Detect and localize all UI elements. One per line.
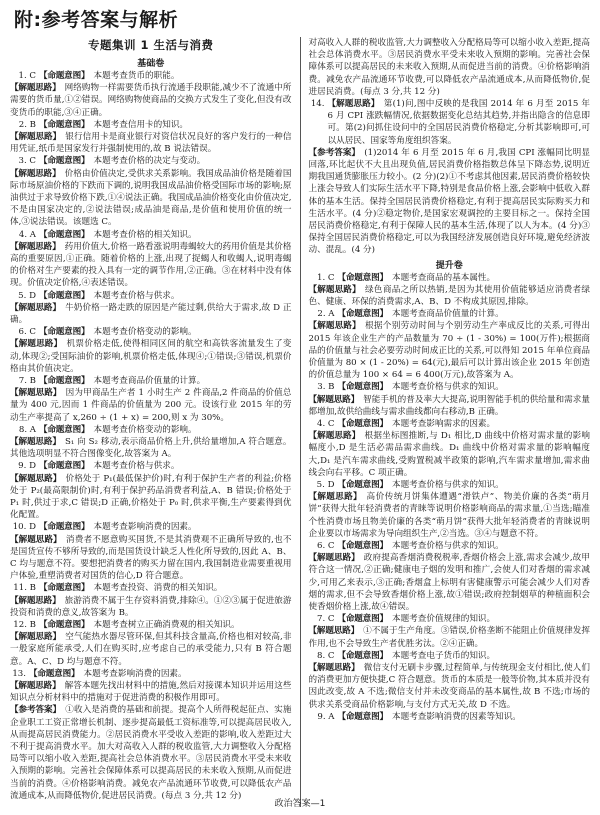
approach-text: 微信支付无刷卡步骤,过程简单,与传统现金支付相比,使人们的消费更加方便快捷,C 符合题意。货币的本质是一般等价物,其本质并没有因此改变,故 A 不选;微信支付并未改变商品的基本属性,故 B 不选;市场的供求关系受商品价格影响,与支付方式无关,故 D 不选。 [308, 663, 590, 710]
question-number: 1. C [18, 70, 36, 81]
approach-block [10, 631, 292, 668]
intent-block [338, 540, 591, 552]
answer-entry [309, 540, 591, 552]
approach-block [309, 552, 591, 613]
answer-entry [10, 668, 292, 680]
intent-text: 本题考查商品价值量的计算。 [391, 309, 504, 320]
intent-tag: 【命题意图】 [337, 650, 384, 661]
approach-tag: 【解题思路】 [10, 388, 58, 399]
question-number: 5. D [316, 480, 335, 490]
approach-tag: 【解题思路】 [10, 473, 57, 484]
approach-text: 价格由价值决定,受供求关系影响。我国成品油价格是随着国际市场原油价格的下跌而下调的,说明我国成品油价格受国际市场的影响;原油供过于求导致价格下跌,①④说法正确。我国成品油价格变化由价值决定,不是由国家决定的,②说法错误;成品油是商品,是价值和使用价值的统一体,③说法错误。该题选 C。 [10, 168, 292, 228]
intent-block [338, 479, 591, 491]
intent-tag: 【命题意图】 [39, 119, 86, 130]
approach-text: 政府提高香烟消费税税率,香烟价格会上涨,需求会减少,故甲符合这一情况,②正确;健康电子烟的发明和推广,会使人们对香烟的需求减少,可用乙来表示,③正确;香烟盒上标明有害健康警示可能会减少人们对香烟的需求,但不会导致香烟价格上涨,故①错误;政府控制烟草的种植面积会使香烟价格上涨,故④错误。 [308, 553, 590, 613]
approach-block [10, 241, 292, 290]
intent-block [39, 229, 292, 241]
answer-body [338, 613, 591, 625]
answer-body [338, 418, 591, 430]
approach-tag: 【解题思路】 [308, 284, 357, 295]
intent-block [338, 381, 591, 393]
question-number: 9. A [317, 711, 335, 722]
approach-text: 银行信用卡是商业银行对资信状况良好的客户发行的一种信用凭证,纸币是国家发行并强制使用的,故 B 说法错误。 [10, 131, 292, 155]
intent-block [338, 308, 591, 320]
approach-tag: 【解题思路】 [327, 98, 376, 109]
approach-block [309, 662, 591, 711]
question-number: 11. B [13, 583, 36, 594]
approach-tag: 【解题思路】 [10, 436, 57, 447]
reference-text: (1)2014 年 6 月至 2015 年 6 月,我国 CPI 涨幅同比明显回落,环比起伏不大且出现负值,居民消费价格指数总体呈下降态势,说明近期我国通货膨胀压力较小。(2 分)(2)①不考虑其他因素,居民消费价格较快上涨会导致人们实际生活水平下降,特别是食品价格上涨,会影响中低收入群体的基本生活。保持全国居民消费价格稳定,有利于提高居民实际购买力和生活水平。(4 分)②稳定物价,是国家宏观调控的主要目标之一。保持全国居民消费价格稳定,有利于保障人民的基本生活,体现了以人为本。(4 分)③保持全国居民消费价格稳定,可以为我国经济发展创造良好环境,避免经济波动、混乱。(4 分) [308, 147, 590, 256]
intent-text: 本题考查价格与供求的知识。 [391, 382, 504, 393]
answer-entry [309, 613, 591, 625]
question-number: 10. D [12, 522, 36, 533]
approach-block [309, 491, 591, 540]
intent-tag: 【命题意图】 [337, 614, 384, 625]
answer-body [39, 119, 292, 131]
approach-text: 因为甲商品生产者 1 小时生产 2 件商品,2 件商品的价值总量为 400 元,因而 1 件商品的价值量为 200 元。设该行业 2015 年的劳动生产率提高了 x,260 ÷ (1 + x) = 200,则 x 为 30%。 [10, 388, 292, 423]
intent-text: 本题考查价格的相关知识。 [93, 229, 197, 240]
approach-block [10, 168, 292, 229]
answer-body [338, 540, 591, 552]
answer-entry [10, 582, 292, 594]
intent-text: 本题考查价格变动的影响。 [93, 424, 197, 435]
page-masthead: 附:参考答案与解析 [14, 9, 179, 31]
question-number: 4. C [316, 418, 335, 429]
intent-block [39, 119, 292, 131]
right-column [309, 37, 591, 807]
answer-entry [10, 70, 292, 82]
question-number: 1. C [316, 272, 335, 283]
approach-text: ①不属于生产角度。③错误,价格垄断不能阻止价值规律发挥作用,也不会导致生产者优胜劣汰。②④正确。 [308, 626, 590, 649]
question-number: 2. B [18, 119, 36, 130]
approach-text: 网络购物一样需要货币执行流通手段职能,减少不了流通中所需要的货币量,①②错误。网络购物使商品的交换方式发生了变化,但没有改变货币的职能,③④正确。 [10, 83, 292, 118]
answer-body [29, 668, 292, 680]
left-column [10, 37, 292, 807]
intent-block [338, 711, 591, 723]
intent-block [338, 418, 591, 430]
answer-body [338, 479, 591, 491]
approach-tag: 【解题思路】 [10, 302, 57, 313]
answer-entry [309, 381, 591, 393]
approach-text: 空气能热水器尽管环保,但其科技含量高,价格也相对较高,非一般家庭所能承受,人们在购买时,应考虑自己的承受能力,只有 B 符合题意。A、C、D 均与题意不符。 [10, 632, 292, 667]
approach-tag: 【解题思路】 [308, 431, 356, 442]
approach-block [309, 320, 591, 381]
intent-block [39, 619, 292, 631]
intent-tag: 【命题意图】 [39, 620, 86, 631]
approach-block [10, 680, 292, 704]
question-number: 9. D [18, 461, 36, 472]
approach-tag: 【解题思路】 [10, 131, 57, 142]
intent-tag: 【命题意图】 [337, 418, 384, 429]
approach-text: 机票价格走低,使得相同区间的航空和高铁客流量发生了变动,体现②;受国际油价的影响,机票价格走低,体现④;①错误;③错误,机票价格由其价值决定。 [10, 339, 292, 374]
intent-block [39, 424, 292, 436]
approach-block [309, 430, 591, 479]
approach-tag: 【解题思路】 [10, 632, 57, 643]
approach-block [309, 284, 591, 308]
intent-tag: 【命题意图】 [39, 327, 86, 338]
question-number: 4. A [18, 229, 36, 240]
intent-text: 本题考查信用卡的知识。 [93, 119, 189, 130]
answer-body [39, 460, 292, 472]
intent-tag: 【命题意图】 [337, 541, 384, 552]
approach-text: 绿色商品之所以热销,是因为其使用价值能够适应消费者绿色、健康、环保的消费需求,A、B、D 不构成其原因,排除。 [308, 284, 590, 307]
answer-entry [10, 521, 292, 533]
answer-body [338, 272, 591, 284]
intent-text: 本题考查价格与供求的知识。 [391, 541, 504, 552]
answer-entry [10, 460, 292, 472]
approach-block [10, 338, 292, 375]
approach-block [10, 302, 292, 326]
intent-tag: 【命题意图】 [39, 70, 86, 81]
approach-block [10, 387, 292, 424]
question-number: 14. [310, 98, 325, 109]
intent-text: 本题考查影响消费的因素。 [93, 522, 197, 533]
intent-tag: 【命题意图】 [39, 424, 86, 435]
reference-tag: 【参考答案】 [10, 705, 57, 716]
intent-text: 本题考查影响消费的因素。 [83, 668, 187, 679]
approach-tag: 【解题思路】 [308, 626, 355, 637]
intent-block [39, 582, 292, 594]
answer-entry [10, 424, 292, 436]
answer-entry [309, 98, 591, 147]
approach-tag: 【解题思路】 [308, 492, 358, 503]
answer-entry [10, 229, 292, 241]
answer-body [338, 711, 591, 723]
intent-tag: 【命题意图】 [39, 461, 86, 472]
intent-block [39, 290, 292, 302]
answer-body [338, 381, 591, 393]
approach-text: 根据个别劳动时间与个别劳动生产率成反比的关系,可得出 2015 年该企业生产的产品数量为 70 ÷ (1 - 30%) = 100(万件);根据商品的价值量与社会必要劳动时间成正比的关系,可以得知 2015 年单位商品价值量为 80 × (1 - 20%) = 64(元),最后可以计算出该企业 2015 年创造的价值总量为 100 × 64 = 6 400(万元),故答案为 A。 [308, 321, 590, 381]
answer-entry [10, 326, 292, 338]
advanced-paper-label: 提升卷 [435, 260, 463, 271]
answer-entry [10, 119, 292, 131]
intent-block [39, 375, 292, 387]
answer-entry [309, 418, 591, 430]
intent-tag: 【命题意图】 [39, 583, 86, 594]
answer-body [39, 521, 292, 533]
answer-body [39, 290, 292, 302]
approach-block [10, 473, 292, 522]
topic-title: 专题集训 1 生活与消费 [87, 37, 214, 52]
reference-block [10, 704, 292, 802]
question-number: 7. C [316, 614, 335, 625]
approach-block [328, 98, 591, 147]
basic-paper-label: 基础卷 [137, 58, 165, 69]
intent-text: 本题考查价格与供求。 [93, 461, 180, 472]
reference-continuation [309, 37, 591, 98]
intent-text: 本题考查商品的基本属性。 [391, 272, 496, 283]
intent-tag: 【命题意图】 [337, 382, 384, 393]
intent-text: 本题考查树立正确消费观的相关知识。 [93, 620, 240, 631]
intent-text: 本题考查电子货币的知识。 [391, 650, 496, 661]
intent-tag: 【命题意图】 [39, 522, 86, 533]
answer-entry [309, 308, 591, 320]
approach-block [10, 131, 292, 155]
intent-tag: 【命题意图】 [39, 156, 86, 167]
intent-text: 本题考查价格的决定与变动。 [93, 156, 206, 167]
intent-block [39, 460, 292, 472]
intent-text: 本题考查投资、消费的相关知识。 [93, 583, 223, 594]
question-number: 5. D [18, 290, 36, 301]
approach-tag: 【解题思路】 [10, 595, 57, 606]
approach-tag: 【解题思路】 [308, 663, 356, 674]
question-number: 7. B [18, 375, 36, 386]
answer-body [39, 582, 292, 594]
answer-entry [10, 375, 292, 387]
question-number: 8. A [18, 424, 36, 435]
approach-text: 药用价值大,价格一路看涨说明毒蝎较大的药用价值是其价格高的重要原因,①正确。随着价格的上涨,出现了捉蝎人和收蝎人,说明毒蝎的价格对生产要素的投入具有一定的调节作用,②正确。③在材料中没有体现。价值决定价格,④表述错误。 [10, 241, 292, 289]
approach-text: 解答本题先找出材料中的措施,然后对接课本知识并运用这些知识点分析材料中的措施对于促进消费的积极作用即可。 [10, 681, 292, 704]
answer-entry [309, 479, 591, 491]
answer-entry [309, 272, 591, 284]
intent-tag: 【命题意图】 [337, 272, 384, 283]
answer-body [39, 619, 292, 631]
approach-text: 牛奶价格一路走跌的原因是产能过剩,供给大于需求,故 D 正确。 [10, 302, 292, 325]
answer-body [328, 98, 591, 147]
approach-tag: 【解题思路】 [10, 681, 57, 692]
column-divider [300, 37, 301, 807]
approach-tag: 【解题思路】 [10, 534, 58, 545]
intent-block [39, 521, 292, 533]
question-number: 3. C [18, 156, 36, 167]
answer-entry [309, 650, 591, 662]
approach-block [10, 82, 292, 119]
approach-text: S₁ 向 S₂ 移动,表示商品价格上升,供给量增加,A 符合题意。其他选项明显不符合图像变化,故答案为 A。 [10, 436, 292, 460]
intent-text: 本题考查价格与供求。 [93, 290, 180, 301]
intent-tag: 【命题意图】 [337, 309, 384, 320]
answer-body [39, 229, 292, 241]
answer-entry [10, 290, 292, 302]
approach-tag: 【解题思路】 [308, 321, 357, 332]
approach-tag: 【解题思路】 [10, 83, 57, 94]
approach-block [10, 534, 292, 583]
approach-text: 第(1)问,图中反映的是我国 2014 年 6 月至 2015 年 6 月 CPI 涨跌幅情况,依据数据变化总结其趋势,并指出隐含的信息即可。第(2)问抓住设问中的全国居民消费价格稳定,分析其影响即可,可以从居民、国家等角度组织答案。 [327, 98, 590, 146]
approach-text: 根据坐标图推断,与 D₁ 相比,D 曲线中价格对需求量的影响幅度小,D 是生活必需品需求曲线。D₁ 曲线中价格对需求量的影响幅度大,D₁ 是汽车需求曲线,受购置税减半政策的影响,汽车需求量增加,需求曲线会向右平移。C 项正确。 [308, 431, 590, 478]
intent-block [338, 613, 591, 625]
approach-block [10, 595, 292, 619]
intent-tag: 【命题意图】 [337, 480, 384, 490]
answer-body [39, 375, 292, 387]
approach-block [309, 625, 591, 649]
answer-entry [10, 619, 292, 631]
intent-tag: 【命题意图】 [39, 229, 86, 240]
intent-text: 本题考查价格变动的影响。 [93, 327, 197, 338]
reference-block [309, 147, 591, 257]
intent-block [39, 70, 292, 82]
intent-block [338, 272, 591, 284]
reference-continuation-text: 对高收入人群的税收监管,大力调整收入分配格局等可以缩小收入差距,提高社会总体消费水平。③居民消费水平受未来收入预期的影响。完善社会保障体系可以提高居民的未来收入预期,从而促进当前的消费。④价格影响消费。减免农产品流通环节收费,可以降低农产品流通成本,从而降低物价,促进居民消费。(每点 3 分,共 12 分) [308, 37, 590, 97]
question-number: 12. B [13, 620, 36, 631]
approach-text: 旅游消费不属于生存资料消费,排除④。①②③属于促进旅游投资和消费的意义,故答案为 B。 [10, 595, 292, 618]
intent-text: 本题考查影响消费的因素等知识。 [391, 711, 521, 722]
intent-block [338, 650, 591, 662]
question-number: 6. C [18, 327, 36, 338]
question-number: 8. C [316, 650, 335, 661]
approach-tag: 【解题思路】 [10, 339, 58, 350]
approach-tag: 【解题思路】 [308, 394, 355, 405]
question-number: 2. A [317, 309, 335, 320]
intent-text: 本题考查影响需求的因素。 [391, 418, 496, 429]
question-number: 6. C [316, 541, 335, 552]
approach-block [10, 436, 292, 460]
answer-body [338, 308, 591, 320]
intent-tag: 【命题意图】 [337, 711, 384, 722]
approach-text: 高价传统月饼集体遭遇“滑铁卢”、物美价廉的各类“萌月饼”获得大批年轻消费者的青睐等说明价格影响商品的需求量,①当选;瞄准个性消费市场且物美价廉的各类“萌月饼”获得大批年轻消费者的青睐说明企业要以市场需求为导向组织生产,②当选。③④与题意不符。 [308, 492, 590, 539]
intent-block [29, 668, 292, 680]
approach-tag: 【解题思路】 [308, 553, 356, 564]
answer-body [39, 424, 292, 436]
answer-body [39, 70, 292, 82]
intent-tag: 【命题意图】 [39, 290, 86, 301]
approach-tag: 【解题思路】 [10, 168, 57, 179]
approach-tag: 【解题思路】 [10, 241, 57, 252]
answer-entry [309, 711, 591, 723]
question-number: 3. B [317, 382, 335, 393]
page-footer: 政治答案—1 [274, 799, 326, 809]
two-column-layout [10, 37, 590, 807]
intent-block [39, 155, 292, 167]
reference-tag: 【参考答案】 [308, 147, 356, 158]
answer-body [39, 326, 292, 338]
approach-text: 消费者不愿意购买国货,不是其消费观不正确所导致的,也不是国货宣传不够所导致的,而是国货设计缺乏人性化所导致的,因此 A、B、C 均与题意不符。要想把消费者的购买力留在国内,我国制造业需要重视用户体验,重塑消费者对国货的信心,D 符合题意。 [10, 534, 292, 582]
question-number: 13. [12, 668, 26, 679]
reference-text: ①收入是消费的基础和前提。提高个人所得税起征点、实施企业职工工资正常增长机制、逐步提高最低工资标准等,可以提高居民收入,从而提高居民消费能力。②居民消费水平受收入差距的影响,收入差距过大不利于提高消费水平。加大对高收入人群的税收监管,大力调整收入分配格局等可以缩小收入差距,提高社会总体消费水平。③居民消费水平受未来收入预期的影响。完善社会保障体系可以提高居民的未来收入预期,从而促进当前的消费。④价格影响消费。减免农产品流通环节收费,可以降低农产品流通成本,从而降低物价,促进居民消费。(每点 3 分,共 12 分) [10, 705, 292, 801]
intent-text: 本题考查价值规律的知识。 [391, 614, 496, 625]
intent-block [39, 326, 292, 338]
answer-body [39, 155, 292, 167]
approach-text: 智能手机的普及率大大提高,说明智能手机的供给量和需求量都增加,故供给曲线与需求曲线都向右移动,B 正确。 [308, 394, 590, 417]
approach-text: 价格处于 P₁(最低保护价)时,有利于保护生产者的利益;价格处于 P₂(最高限制价)时,有利于保护药品消费者利益,A、B 错误;价格处于 P₁ 时,供过于求,C 错误;D 正确,价格处于 P₀ 时,供求平衡,生产要素得到优化配置。 [10, 473, 292, 521]
answer-body [338, 650, 591, 662]
answer-entry [10, 155, 292, 167]
intent-text: 本题考查货币的职能。 [93, 70, 180, 81]
intent-tag: 【命题意图】 [29, 668, 76, 679]
intent-text: 本题考查商品价值量的计算。 [93, 375, 206, 386]
intent-tag: 【命题意图】 [39, 375, 86, 386]
approach-block [309, 394, 591, 418]
intent-text: 本题考查价格与供求的知识。 [391, 480, 504, 490]
